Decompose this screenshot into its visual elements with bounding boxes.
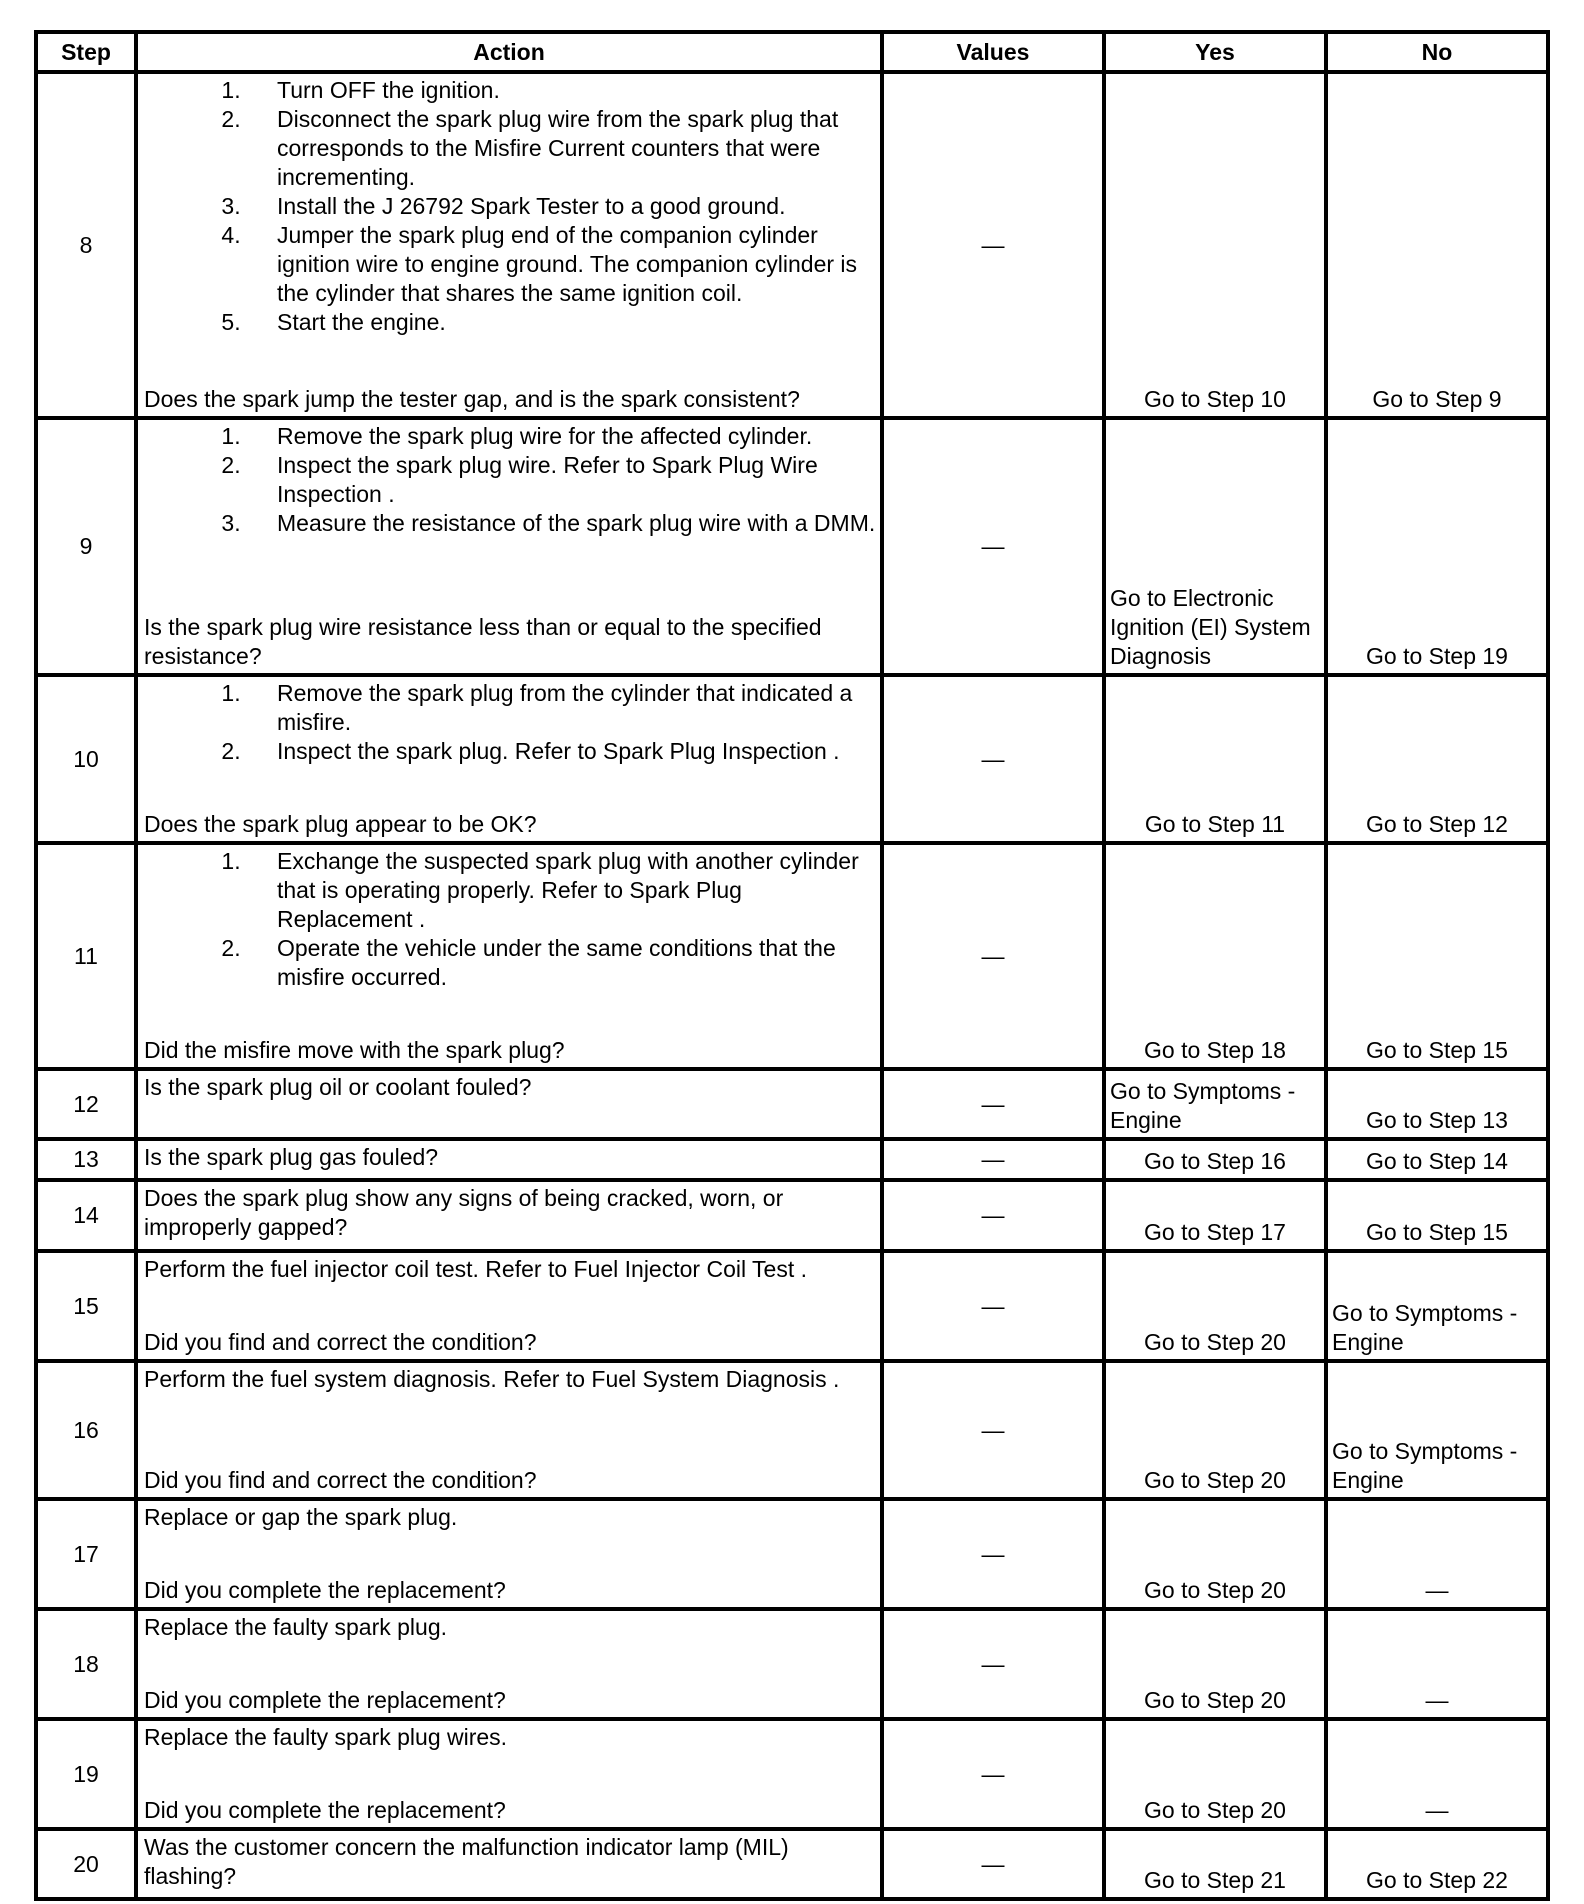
action-cell: Was the customer concern the malfunction indicator lamp (MIL) flashing? — [136, 1829, 882, 1899]
values-cell: — — [882, 1180, 1104, 1251]
action-question: Does the spark jump the tester gap, and is the spark consistent? — [144, 386, 800, 412]
yes-cell: Go to Step 18 — [1104, 843, 1326, 1069]
action-step: 3. Measure the resistance of the spark plug wire with a DMM. — [247, 509, 876, 538]
table-row — [36, 418, 1548, 675]
diagnostic-table — [34, 30, 1550, 1901]
action-step: 1. Turn OFF the ignition. — [247, 76, 876, 105]
action-cell — [136, 72, 882, 418]
header-no: No — [1326, 32, 1548, 72]
header-yes: Yes — [1104, 32, 1326, 72]
action-cell: Is the spark plug gas fouled? — [136, 1139, 882, 1180]
header-values: Values — [882, 32, 1104, 72]
action-step: 2. Inspect the spark plug. Refer to Spark Plug Inspection . — [247, 737, 876, 766]
action-question: Is the spark plug wire resistance less than or equal to the specified resistance? — [144, 614, 822, 669]
values-cell: — — [882, 1829, 1104, 1899]
header-step: Step — [36, 32, 136, 72]
values-cell: — — [882, 1609, 1104, 1719]
table-row — [36, 843, 1548, 1069]
no-cell: — — [1326, 1499, 1548, 1609]
step-number: 17 — [36, 1499, 136, 1609]
action-text: Perform the fuel system diagnosis. Refer to Fuel System Diagnosis . — [144, 1366, 840, 1392]
step-number: 18 — [36, 1609, 136, 1719]
yes-cell: Go to Step 20 — [1104, 1251, 1326, 1361]
no-cell: Go to Symptoms - Engine — [1326, 1361, 1548, 1499]
table-row — [36, 1361, 1548, 1499]
values-cell: — — [882, 1499, 1104, 1609]
action-cell: Is the spark plug oil or coolant fouled? — [136, 1069, 882, 1139]
action-question: Did the misfire move with the spark plug? — [144, 1037, 565, 1063]
action-step: 5. Start the engine. — [247, 308, 876, 337]
no-cell: Go to Step 13 — [1326, 1069, 1548, 1139]
no-cell: Go to Step 15 — [1326, 1180, 1548, 1251]
yes-cell: Go to Step 11 — [1104, 675, 1326, 843]
no-cell: Go to Step 14 — [1326, 1139, 1548, 1180]
action-question: Did you complete the replacement? — [144, 1687, 506, 1713]
action-steps — [144, 847, 876, 992]
step-number: 20 — [36, 1829, 136, 1899]
step-number: 9 — [36, 418, 136, 675]
table-row — [36, 1499, 1548, 1609]
table-row — [36, 1719, 1548, 1829]
yes-cell: Go to Step 21 — [1104, 1829, 1326, 1899]
action-steps — [144, 76, 876, 337]
table-row — [36, 675, 1548, 843]
no-cell: Go to Step 22 — [1326, 1829, 1548, 1899]
no-cell: — — [1326, 1609, 1548, 1719]
table-row — [36, 1251, 1548, 1361]
header-action: Action — [136, 32, 882, 72]
action-steps — [144, 422, 876, 538]
yes-cell: Go to Electronic Ignition (EI) System Diagnosis — [1104, 418, 1326, 675]
table-row — [36, 1139, 1548, 1180]
step-number: 14 — [36, 1180, 136, 1251]
no-cell: Go to Step 12 — [1326, 675, 1548, 843]
action-step: 2. Operate the vehicle under the same conditions that the misfire occurred. — [247, 934, 876, 992]
values-cell: — — [882, 72, 1104, 418]
no-cell: Go to Step 19 — [1326, 418, 1548, 675]
action-cell — [136, 1361, 882, 1499]
values-cell: — — [882, 1251, 1104, 1361]
action-step: 2. Inspect the spark plug wire. Refer to Spark Plug Wire Inspection . — [247, 451, 876, 509]
action-cell: Does the spark plug show any signs of being cracked, worn, or improperly gapped? — [136, 1180, 882, 1251]
values-cell: — — [882, 1719, 1104, 1829]
action-step: 2. Disconnect the spark plug wire from the spark plug that corresponds to the Misfire Current counters that were incrementing. — [247, 105, 876, 192]
values-cell: — — [882, 418, 1104, 675]
yes-cell: Go to Step 20 — [1104, 1719, 1326, 1829]
action-step: 1. Remove the spark plug from the cylinder that indicated a misfire. — [247, 679, 876, 737]
step-number: 15 — [36, 1251, 136, 1361]
yes-cell: Go to Step 20 — [1104, 1609, 1326, 1719]
action-question: Did you find and correct the condition? — [144, 1467, 537, 1493]
table-row — [36, 72, 1548, 418]
step-number: 10 — [36, 675, 136, 843]
table-row — [36, 1609, 1548, 1719]
action-step: 4. Jumper the spark plug end of the companion cylinder ignition wire to engine ground. The companion cylinder is the cylinder that shares the same ignition coil. — [247, 221, 876, 308]
action-cell — [136, 843, 882, 1069]
step-number: 8 — [36, 72, 136, 418]
yes-cell: Go to Symptoms - Engine — [1104, 1069, 1326, 1139]
action-question: Did you complete the replacement? — [144, 1577, 506, 1603]
step-number: 19 — [36, 1719, 136, 1829]
action-question: Did you find and correct the condition? — [144, 1329, 537, 1355]
yes-cell: Go to Step 10 — [1104, 72, 1326, 418]
action-cell — [136, 675, 882, 843]
action-step: 1. Remove the spark plug wire for the affected cylinder. — [247, 422, 876, 451]
table-row — [36, 1829, 1548, 1899]
step-number: 11 — [36, 843, 136, 1069]
action-cell — [136, 1719, 882, 1829]
no-cell: Go to Step 15 — [1326, 843, 1548, 1069]
values-cell: — — [882, 843, 1104, 1069]
action-step: 1. Exchange the suspected spark plug with another cylinder that is operating properly. Refer to Spark Plug Replacement . — [247, 847, 876, 934]
action-cell — [136, 1499, 882, 1609]
yes-cell: Go to Step 17 — [1104, 1180, 1326, 1251]
no-cell: Go to Symptoms - Engine — [1326, 1251, 1548, 1361]
values-cell: — — [882, 675, 1104, 843]
step-number: 13 — [36, 1139, 136, 1180]
values-cell: — — [882, 1361, 1104, 1499]
action-cell — [136, 1251, 882, 1361]
action-steps — [144, 679, 876, 766]
action-text: Perform the fuel injector coil test. Refer to Fuel Injector Coil Test . — [144, 1256, 808, 1282]
step-number: 12 — [36, 1069, 136, 1139]
action-text: Replace the faulty spark plug. — [144, 1614, 448, 1640]
action-cell — [136, 1609, 882, 1719]
table-row — [36, 1069, 1548, 1139]
yes-cell: Go to Step 20 — [1104, 1361, 1326, 1499]
step-number: 16 — [36, 1361, 136, 1499]
values-cell: — — [882, 1139, 1104, 1180]
table-row — [36, 1180, 1548, 1251]
no-cell: Go to Step 9 — [1326, 72, 1548, 418]
action-cell — [136, 418, 882, 675]
header-row — [36, 32, 1548, 72]
no-cell: — — [1326, 1719, 1548, 1829]
action-text: Replace the faulty spark plug wires. — [144, 1724, 508, 1750]
action-text: Replace or gap the spark plug. — [144, 1504, 458, 1530]
values-cell: — — [882, 1069, 1104, 1139]
action-question: Did you complete the replacement? — [144, 1797, 506, 1823]
action-question: Does the spark plug appear to be OK? — [144, 811, 537, 837]
action-step: 3. Install the J 26792 Spark Tester to a good ground. — [247, 192, 876, 221]
yes-cell: Go to Step 16 — [1104, 1139, 1326, 1180]
yes-cell: Go to Step 20 — [1104, 1499, 1326, 1609]
